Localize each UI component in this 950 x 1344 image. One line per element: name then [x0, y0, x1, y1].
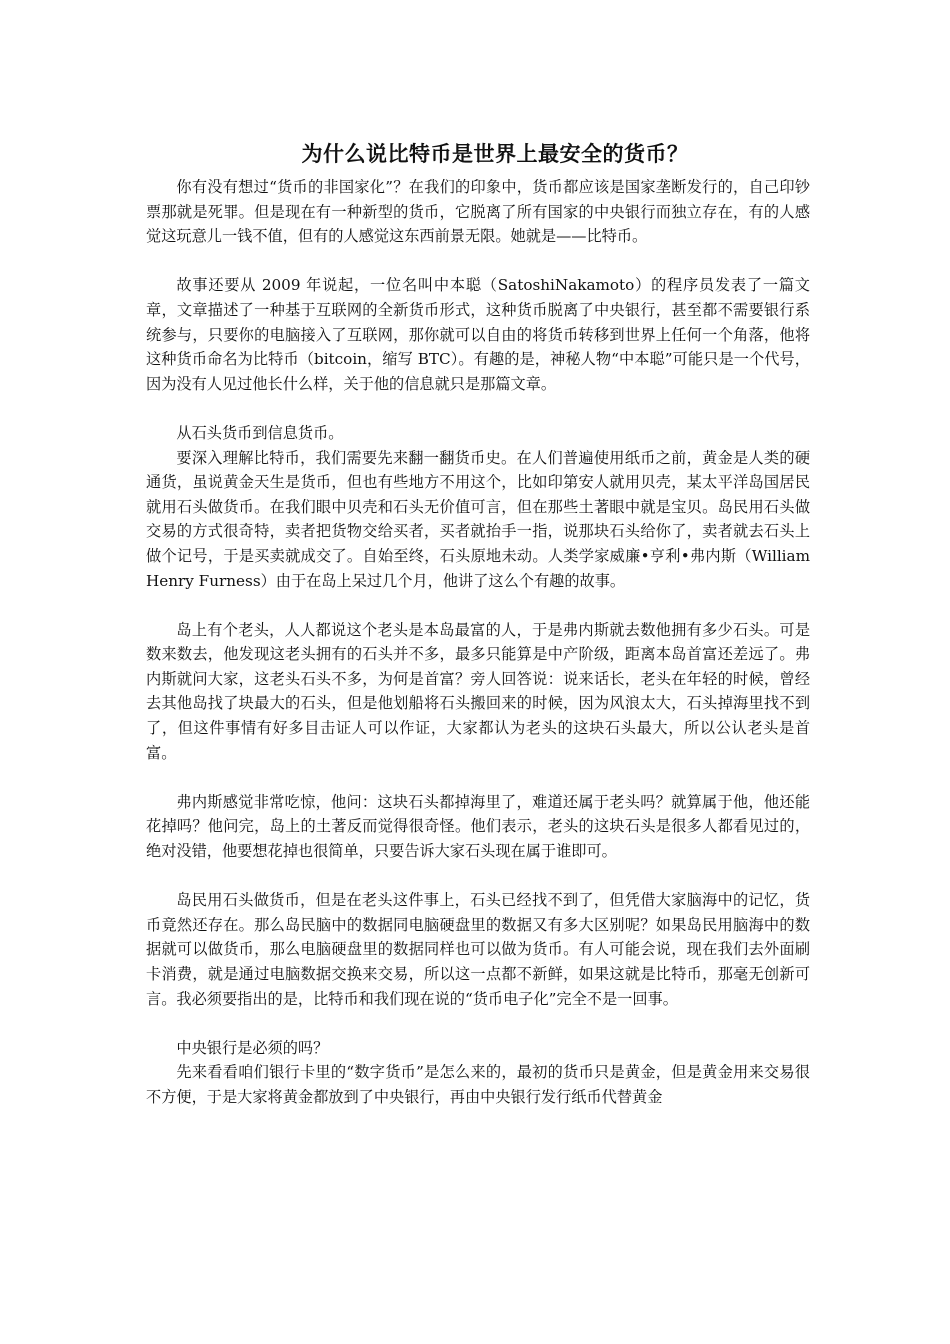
paragraph-richest-old-man: 岛上有个老头，人人都说这个老头是本岛最富的人，于是弗内斯就去数他拥有多少石头。可是数来数去，他发现这老头拥有的石头并不多，最多只能算是中产阶级，距离本岛首富还差远了。弗内斯就问大家，这老头石头不多，为何是首富？旁人回答说：说来话长，老头在年轻的时候，曾经去其他岛找了块最大的石头，但是他划船将石头搬回来的时候，因为风浪太大，石头掉海里找不到了，但这件事情有好多目击证人可以作证，大家都认为老头的这块石头最大，所以公认老头是首富。: [146, 620, 810, 762]
paragraph-spacer: [146, 396, 810, 421]
paragraph-spacer: [146, 593, 810, 618]
section-heading-stone-to-info: 从石头货币到信息货币。: [176, 423, 344, 442]
paragraph-spacer: [146, 1011, 810, 1036]
paragraph-spacer: [146, 765, 810, 790]
document-body: [146, 175, 810, 1110]
paragraph-memory-as-money: 岛民用石头做货币，但是在老头这件事上，石头已经找不到了，但凭借大家脑海中的记忆，货币竟然还存在。那么岛民脑中的数据同电脑硬盘里的数据又有多大区别呢？如果岛民用脑海中的数据就可以做货币，那么电脑硬盘里的数据同样也可以做为货币。有人可能会说，现在我们去外面刷卡消费，就是通过电脑数据交换来交易，所以这一点都不新鲜，如果这就是比特币，那毫无创新可言。我必须要指出的是，比特币和我们现在说的“货币电子化”完全不是一回事。: [146, 891, 810, 1008]
paragraph-digital-money-origin: 先来看看咱们银行卡里的“数字货币”是怎么来的，最初的货币只是黄金，但是黄金用来交易很不方便，于是大家将黄金都放到了中央银行，再由中央银行发行纸币代替黄金: [146, 1063, 810, 1106]
paragraph-currency-history: 要深入理解比特币，我们需要先来翻一翻货币史。在人们普遍使用纸币之前，黄金是人类的硬通货，虽说黄金天生是货币，但也有些地方不用这个，比如印第安人就用贝壳，某太平洋岛国居民就用石头做货币。在我们眼中贝壳和石头无价值可言，但在那些土著眼中就是宝贝。岛民用石头做交易的方式很奇特，卖者把货物交给买者，买者就抬手一指，说那块石头给你了，卖者就去石头上做个记号，于是买卖就成交了。自始至终，石头原地未动。人类学家威廉•亨利•弗内斯（William Henry Furness）由于在岛上呆过几个月，他讲了这么个有趣的故事。: [146, 448, 810, 590]
paragraph-intro: 你有没有想过“货币的非国家化”？在我们的印象中，货币都应该是国家垄断发行的，自己印钞票那就是死罪。但是现在有一种新型的货币，它脱离了所有国家的中央银行而独立存在，有的人感觉这玩意儿一钱不值，但有的人感觉这东西前景无限。她就是——比特币。: [146, 178, 810, 246]
paragraph-spacer: [146, 249, 810, 274]
paragraph-spacer: [146, 864, 810, 889]
document-title: 为什么说比特币是世界上最安全的货币？: [301, 141, 689, 166]
paragraph-furness-surprised: 弗内斯感觉非常吃惊，他问：这块石头都掉海里了，难道还属于老头吗？就算属于他，他还能花掉吗？他问完，岛上的土著反而觉得很奇怪。他们表示，老头的这块石头是很多人都看见过的，绝对没错，他要想花掉也很简单，只要告诉大家石头现在属于谁即可。: [146, 792, 810, 861]
paragraph-origin-story: 故事还要从 2009 年说起，一位名叫中本聪（SatoshiNakamoto）的程序员发表了一篇文章，文章描述了一种基于互联网的全新货币形式，这种货币脱离了中央银行，甚至都不需要银行系统参与，只要你的电脑接入了互联网，那你就可以自由的将货币转移到世界上任何一个角落，他将这种货币命名为比特币（bitcoin，缩写 BTC）。有趣的是，神秘人物“中本聪”可能只是一个代号，因为没有人见过他长什么样，关于他的信息就只是那篇文章。: [146, 276, 810, 393]
section-heading-central-bank: 中央银行是必须的吗？: [176, 1038, 329, 1057]
